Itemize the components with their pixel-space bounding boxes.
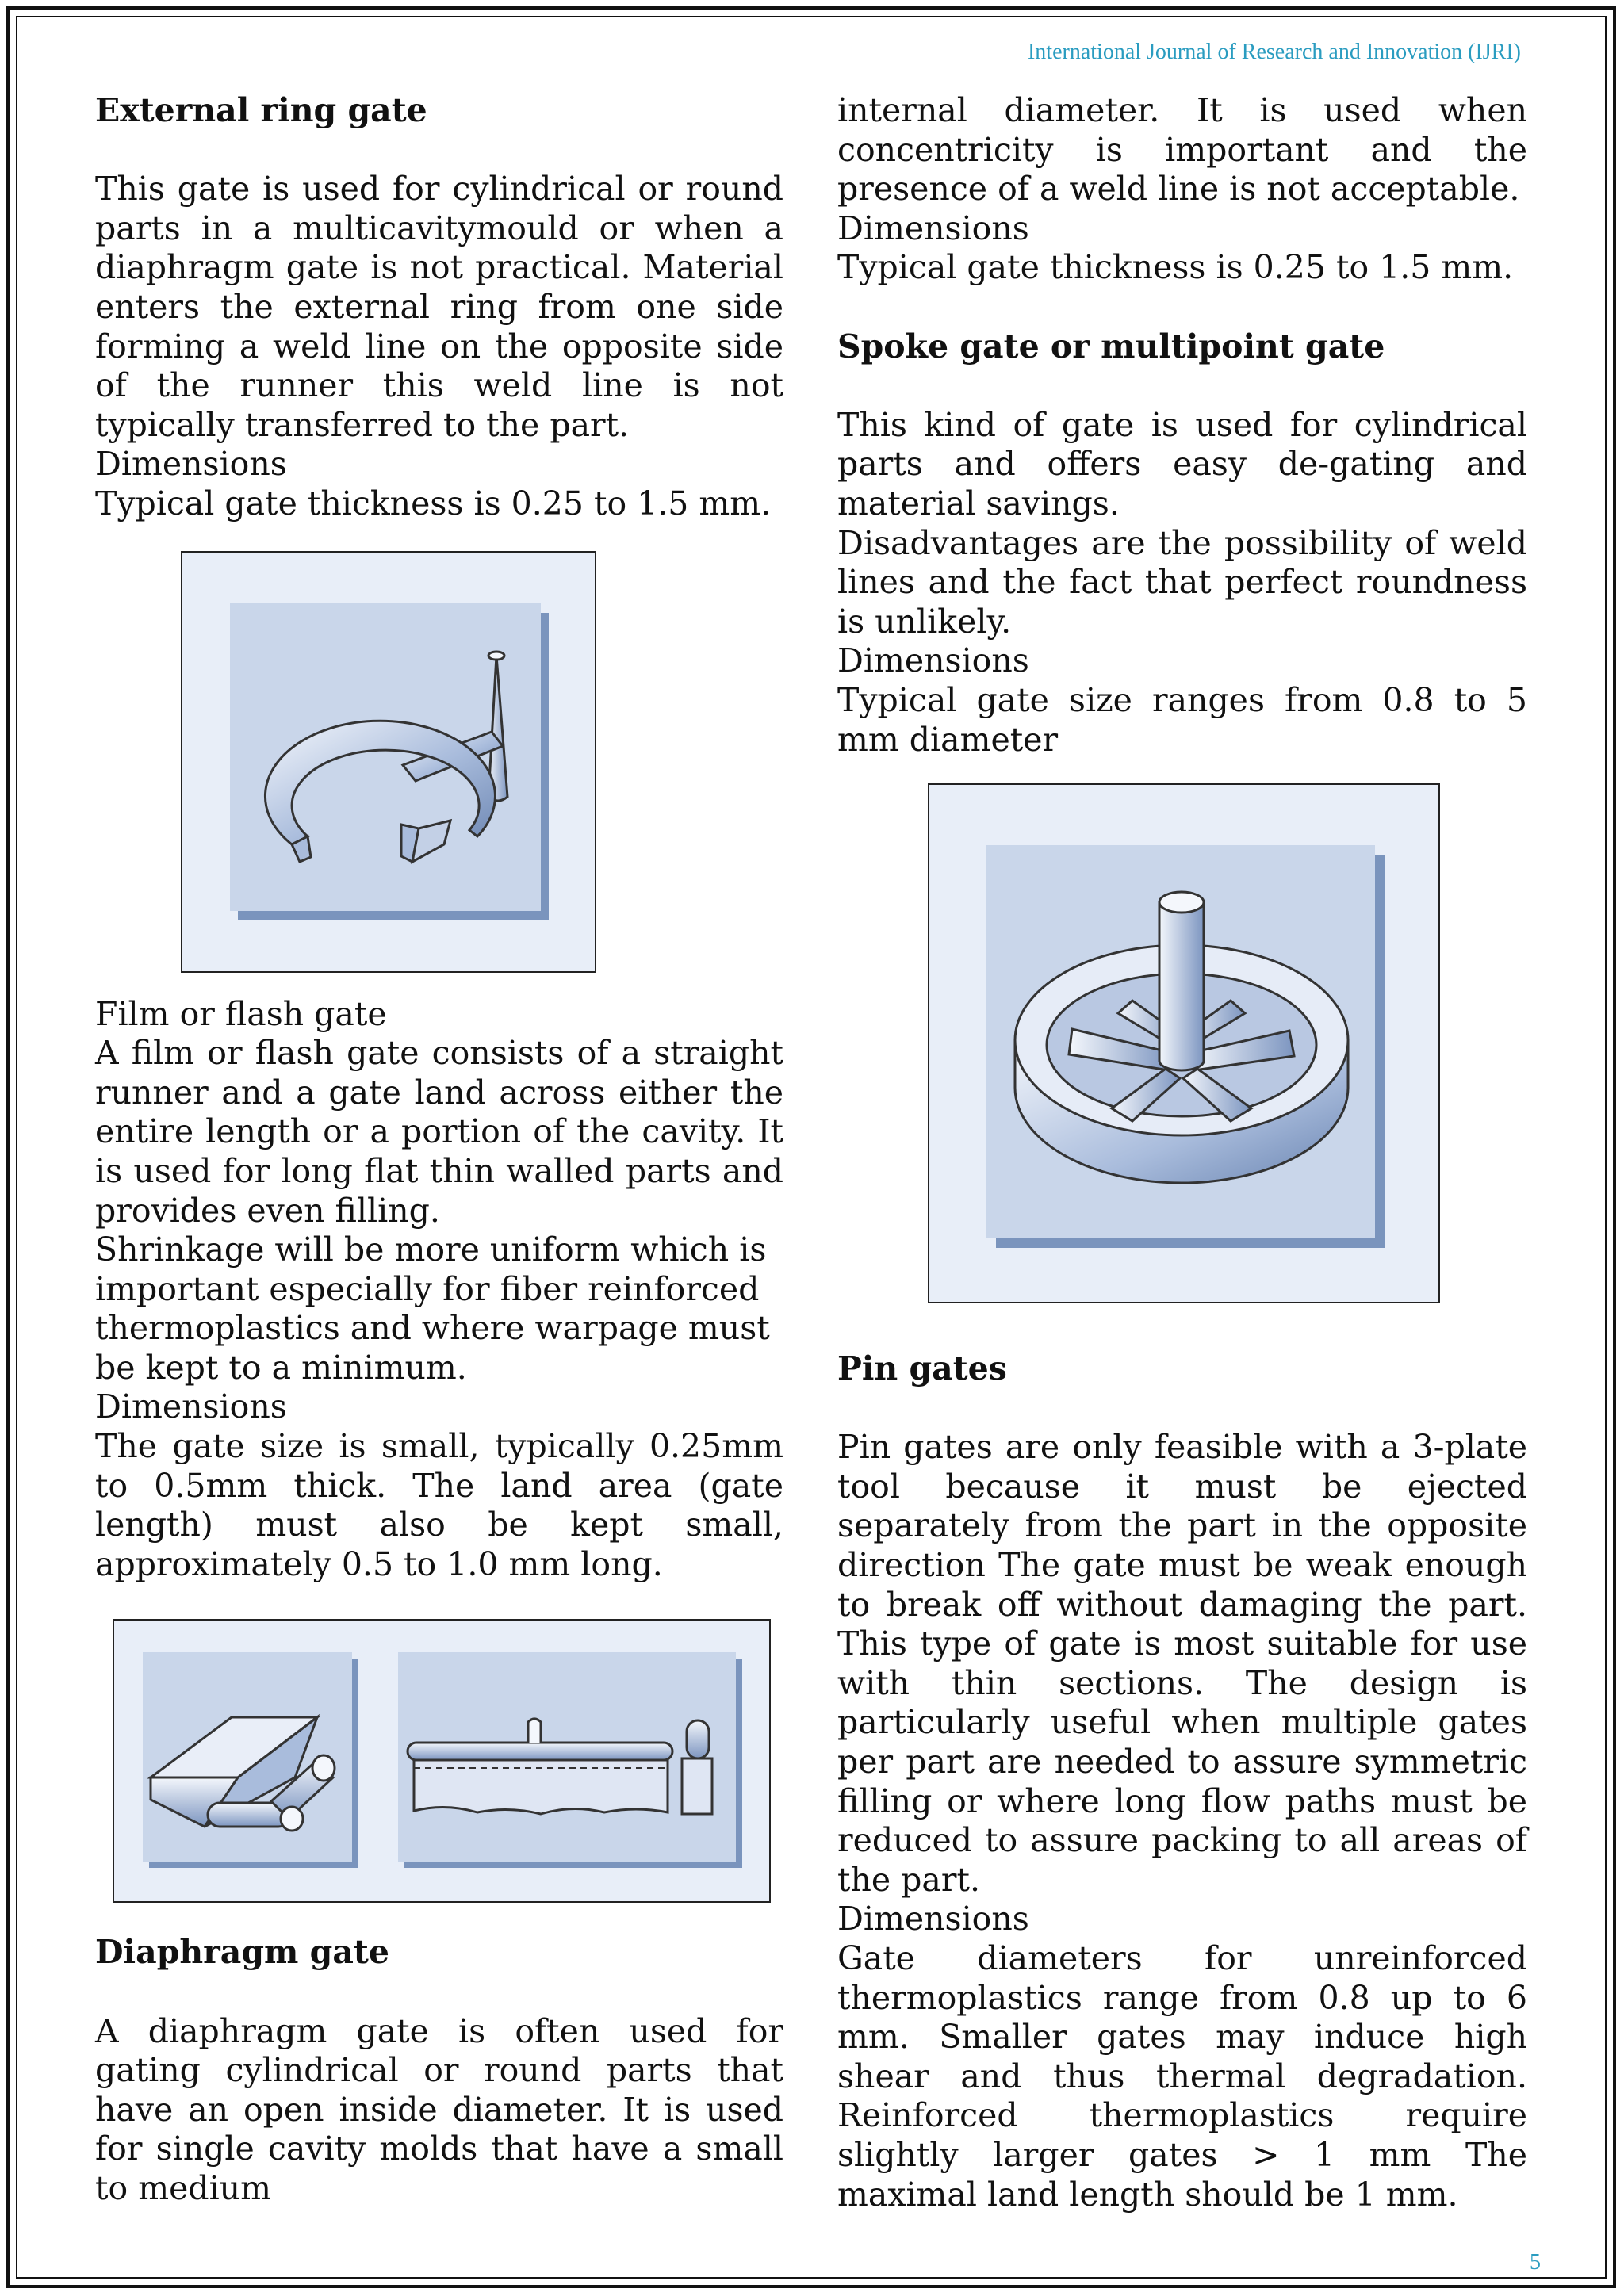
- paragraph: Shrinkage will be more uniform which is important especially for fiber reinforced thermoplastics and where warpage must be kept to a minimum.: [95, 1230, 770, 1387]
- film-gate-illustration: [113, 1619, 771, 1903]
- section-heading: Pin gates: [837, 1349, 1007, 1388]
- dimensions-text: Typical gate size ranges from 0.8 to 5 mm diameter: [837, 680, 1527, 759]
- section-diaphragm-gate: [95, 1933, 783, 2208]
- section-diaphragm-gate-continued: [837, 91, 1527, 288]
- section-external-ring-gate: [95, 91, 783, 524]
- section-pin-gates: [837, 1349, 1527, 2214]
- dimensions-text: Typical gate thickness is 0.25 to 1.5 mm.: [837, 248, 1514, 287]
- dimensions-label: Dimensions: [95, 1387, 287, 1426]
- spoke-gate-illustration: [928, 783, 1440, 1303]
- section-heading: External ring gate: [95, 91, 427, 129]
- dimensions-label: Dimensions: [95, 445, 287, 484]
- figure-film-gate: [113, 1619, 783, 1903]
- dimensions-text: Typical gate thickness is 0.25 to 1.5 mm.: [95, 484, 772, 522]
- page-number: 5: [1530, 2250, 1541, 2275]
- paragraph: Disadvantages are the possibility of weld lines and the fact that perfect roundness is unlikely.: [837, 523, 1527, 641]
- section-heading: Diaphragm gate: [95, 1933, 389, 1972]
- right-column: [837, 91, 1527, 2214]
- figure-external-ring-gate: [181, 551, 783, 973]
- paragraph: Pin gates are only feasible with a 3-plate tool because it must be ejected separately from the part in the opposite direction The gate must be weak enough to break off without damaging the part. This type of gate is most suitable for use with thin sections. The design is particularly useful when multiple gates per part are needed to assure symmetric filling or where long flow paths must be reduced to assure packing to all areas of the part.: [837, 1428, 1527, 1899]
- dimensions-text: The gate size is small, typically 0.25mm to 0.5mm thick. The land area (gate length) must also be kept small, approximately 0.5 to 1.0 mm long.: [95, 1427, 783, 1583]
- section-spoke-gate: [837, 327, 1527, 760]
- dimensions-label: Dimensions: [837, 641, 1029, 680]
- journal-header: International Journal of Research and Innovation (IJRI): [1027, 40, 1521, 64]
- paragraph: This gate is used for cylindrical or round parts in a multicavitymould or when a diaphragm gate is not practical. Material enters the external ring from one side forming a weld line on the opposite side of the runner this weld line is not typically transferred to the part.: [95, 170, 783, 444]
- section-film-or-flash-gate: [95, 995, 783, 1585]
- left-column: [95, 91, 783, 2209]
- dimensions-label: Dimensions: [837, 1900, 1029, 1938]
- paragraph: internal diameter. It is used when concentricity is important and the presence of a weld line is not acceptable.: [837, 91, 1527, 209]
- paragraph: This kind of gate is used for cylindrical parts and offers easy de-gating and material savings.: [837, 405, 1527, 522]
- dimensions-text: Gate diameters for unreinforced thermoplastics range from 0.8 up to 6 mm. Smaller gates may induce high shear and thus thermal degradation. Reinforced thermoplastics require slightly larger gates > 1 mm The maximal land length should be 1 mm.: [837, 1939, 1527, 2214]
- dimensions-label: Dimensions: [837, 209, 1029, 247]
- section-heading: Spoke gate or multipoint gate: [837, 327, 1385, 365]
- external-ring-gate-illustration: [181, 551, 596, 973]
- paragraph: A film or flash gate consists of a straight runner and a gate land across either the entire length or a portion of the cavity. It is used for long flat thin walled parts and provides even filling.: [95, 1034, 783, 1230]
- figure-spoke-gate: [928, 783, 1527, 1303]
- section-heading: Film or flash gate: [95, 994, 387, 1033]
- paragraph: A diaphragm gate is often used for gating cylindrical or round parts that have an open inside diameter. It is used for single cavity molds that have a small to medium: [95, 2011, 783, 2207]
